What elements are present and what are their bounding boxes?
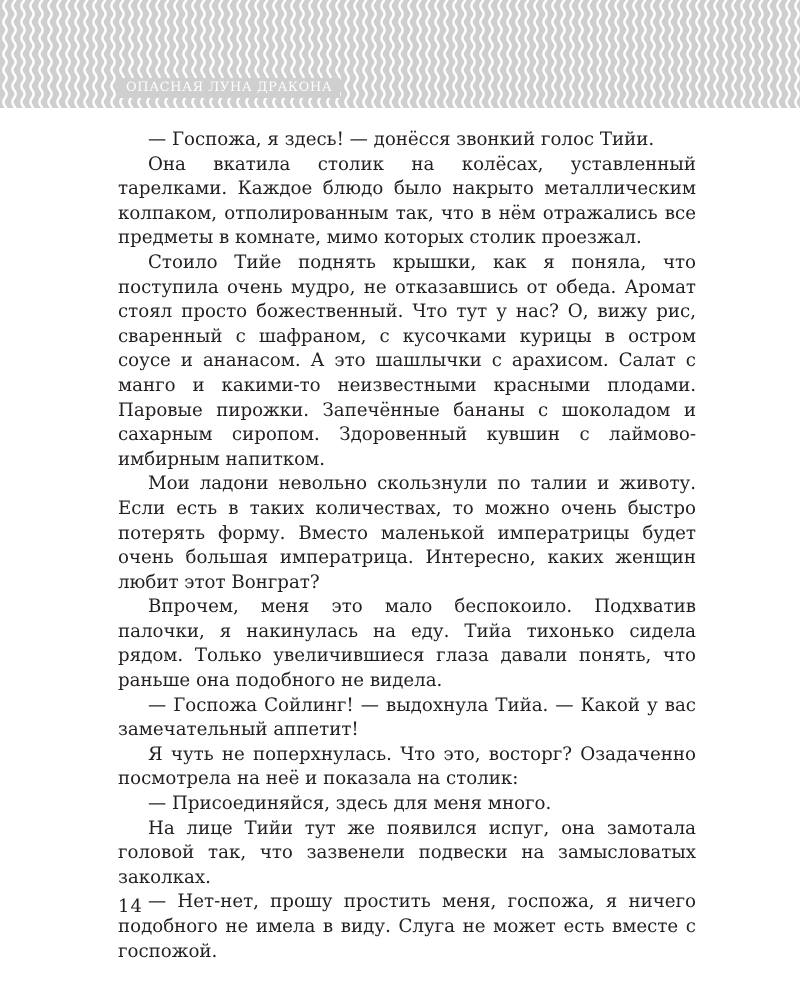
page-body-text (118, 128, 696, 964)
wave-line (12, 0, 15, 108)
wave-line (345, 0, 348, 108)
paragraph: Стоило Тийе поднять крышки, как я поняла, что поступила очень мудро, не отказавшись от обеда. Аромат стоял просто божественный. Что тут у нас? О, вижу рис, сваренный с шафраном, с кусочками курицы в остром соусе и ананасом. А это шашлычки с арахисом. Салат с манго и какими-то неизвестными красными плодами. Паровые пирожки. Запечённые бананы с шоколадом и сахарным сиропом. Здоровенный кувшин с лаймово-имбирным напитком. (118, 251, 696, 470)
wave-line (444, 0, 447, 108)
wave-line (579, 0, 582, 108)
wave-line (696, 0, 699, 108)
wave-line (714, 0, 717, 108)
wave-line (606, 0, 609, 108)
wave-line (741, 0, 744, 108)
wave-line (777, 0, 780, 108)
wave-line (570, 0, 573, 108)
wave-line (408, 0, 411, 108)
wave-line (84, 0, 87, 108)
wave-line (588, 0, 591, 108)
wave-line (75, 0, 78, 108)
paragraph: Мои ладони невольно скользнули по талии и животу. Если есть в таких количествах, то можно очень быстро потерять форму. Вместо маленькой императрицы будет очень большая императрица. Интересно, каких женщин любит этот Вонграт? (118, 473, 696, 593)
wave-line (354, 0, 357, 108)
wave-line (399, 0, 402, 108)
paragraph: — Госпожа, я здесь! — донёсся звонкий голос Тийи. (148, 129, 655, 150)
wave-line (552, 0, 555, 108)
wave-line (372, 0, 375, 108)
paragraph: Она вкатила столик на колёсах, уставленный тарелками. Каждое блюдо было накрыто металлическим колпаком, отполированным так, что в нём отражались все предметы в комнате, мимо которых столик проезжал. (118, 153, 696, 249)
running-title: ОПАСНАЯ ЛУНА ДРАКОНА (118, 78, 340, 98)
paragraph: Я чуть не поперхнулась. Что это, восторг? Озадаченно посмотрела на неё и показала на столик: (118, 743, 696, 790)
wave-line (678, 0, 681, 108)
paragraph: — Присоединяйся, здесь для меня много. (148, 793, 552, 815)
wave-line (30, 0, 33, 108)
wave-line (390, 0, 393, 108)
wave-line (39, 0, 42, 108)
wave-line (102, 0, 105, 108)
wave-line (597, 0, 600, 108)
wave-line (453, 0, 456, 108)
wave-line (624, 0, 627, 108)
wave-line (57, 0, 60, 108)
wave-line (768, 0, 771, 108)
wave-line (759, 0, 762, 108)
paragraph: Впрочем, меня это мало беспокоило. Подхватив палочки, я накинулась на еду. Тийа тихонько сидела рядом. Только увеличившиеся глаза давали понять, что раньше она подобного не видела. (118, 596, 696, 692)
wave-line (534, 0, 537, 108)
wave-line (21, 0, 24, 108)
wave-line (732, 0, 735, 108)
wave-line (507, 0, 510, 108)
wave-line (417, 0, 420, 108)
wave-line (633, 0, 636, 108)
wave-line (687, 0, 690, 108)
wave-line (543, 0, 546, 108)
wave-line (471, 0, 474, 108)
wave-line (3, 0, 6, 108)
wave-line (786, 0, 789, 108)
wave-line (489, 0, 492, 108)
page-number: 14 (118, 896, 143, 917)
wave-line (750, 0, 753, 108)
wave-line (381, 0, 384, 108)
wave-line (561, 0, 564, 108)
wave-line (462, 0, 465, 108)
wave-line (525, 0, 528, 108)
wave-line (498, 0, 501, 108)
paragraph: — Госпожа Сойлинг! — выдохнула Тийа. — Какой у вас замечательный аппетит! (118, 694, 696, 741)
wave-line (642, 0, 645, 108)
paragraph: На лице Тийи тут же появился испуг, она замотала головой так, что зазвенели подвески на замысловатых заколках. (118, 817, 696, 888)
wave-line (615, 0, 618, 108)
wave-line (660, 0, 663, 108)
wave-line (669, 0, 672, 108)
wave-line (93, 0, 96, 108)
paragraph: — Нет-нет, прошу простить меня, госпожа, я ничего подобного не имела в виду. Слуга не может есть вместе с госпожой. (118, 891, 696, 962)
wave-line (111, 0, 114, 108)
wave-line (66, 0, 69, 108)
wave-line (426, 0, 429, 108)
wave-line (363, 0, 366, 108)
wave-line (480, 0, 483, 108)
wave-line (705, 0, 708, 108)
wave-line (48, 0, 51, 108)
wave-line (435, 0, 438, 108)
wave-line (723, 0, 726, 108)
wave-line (795, 0, 798, 108)
wave-line (516, 0, 519, 108)
wave-line (651, 0, 654, 108)
